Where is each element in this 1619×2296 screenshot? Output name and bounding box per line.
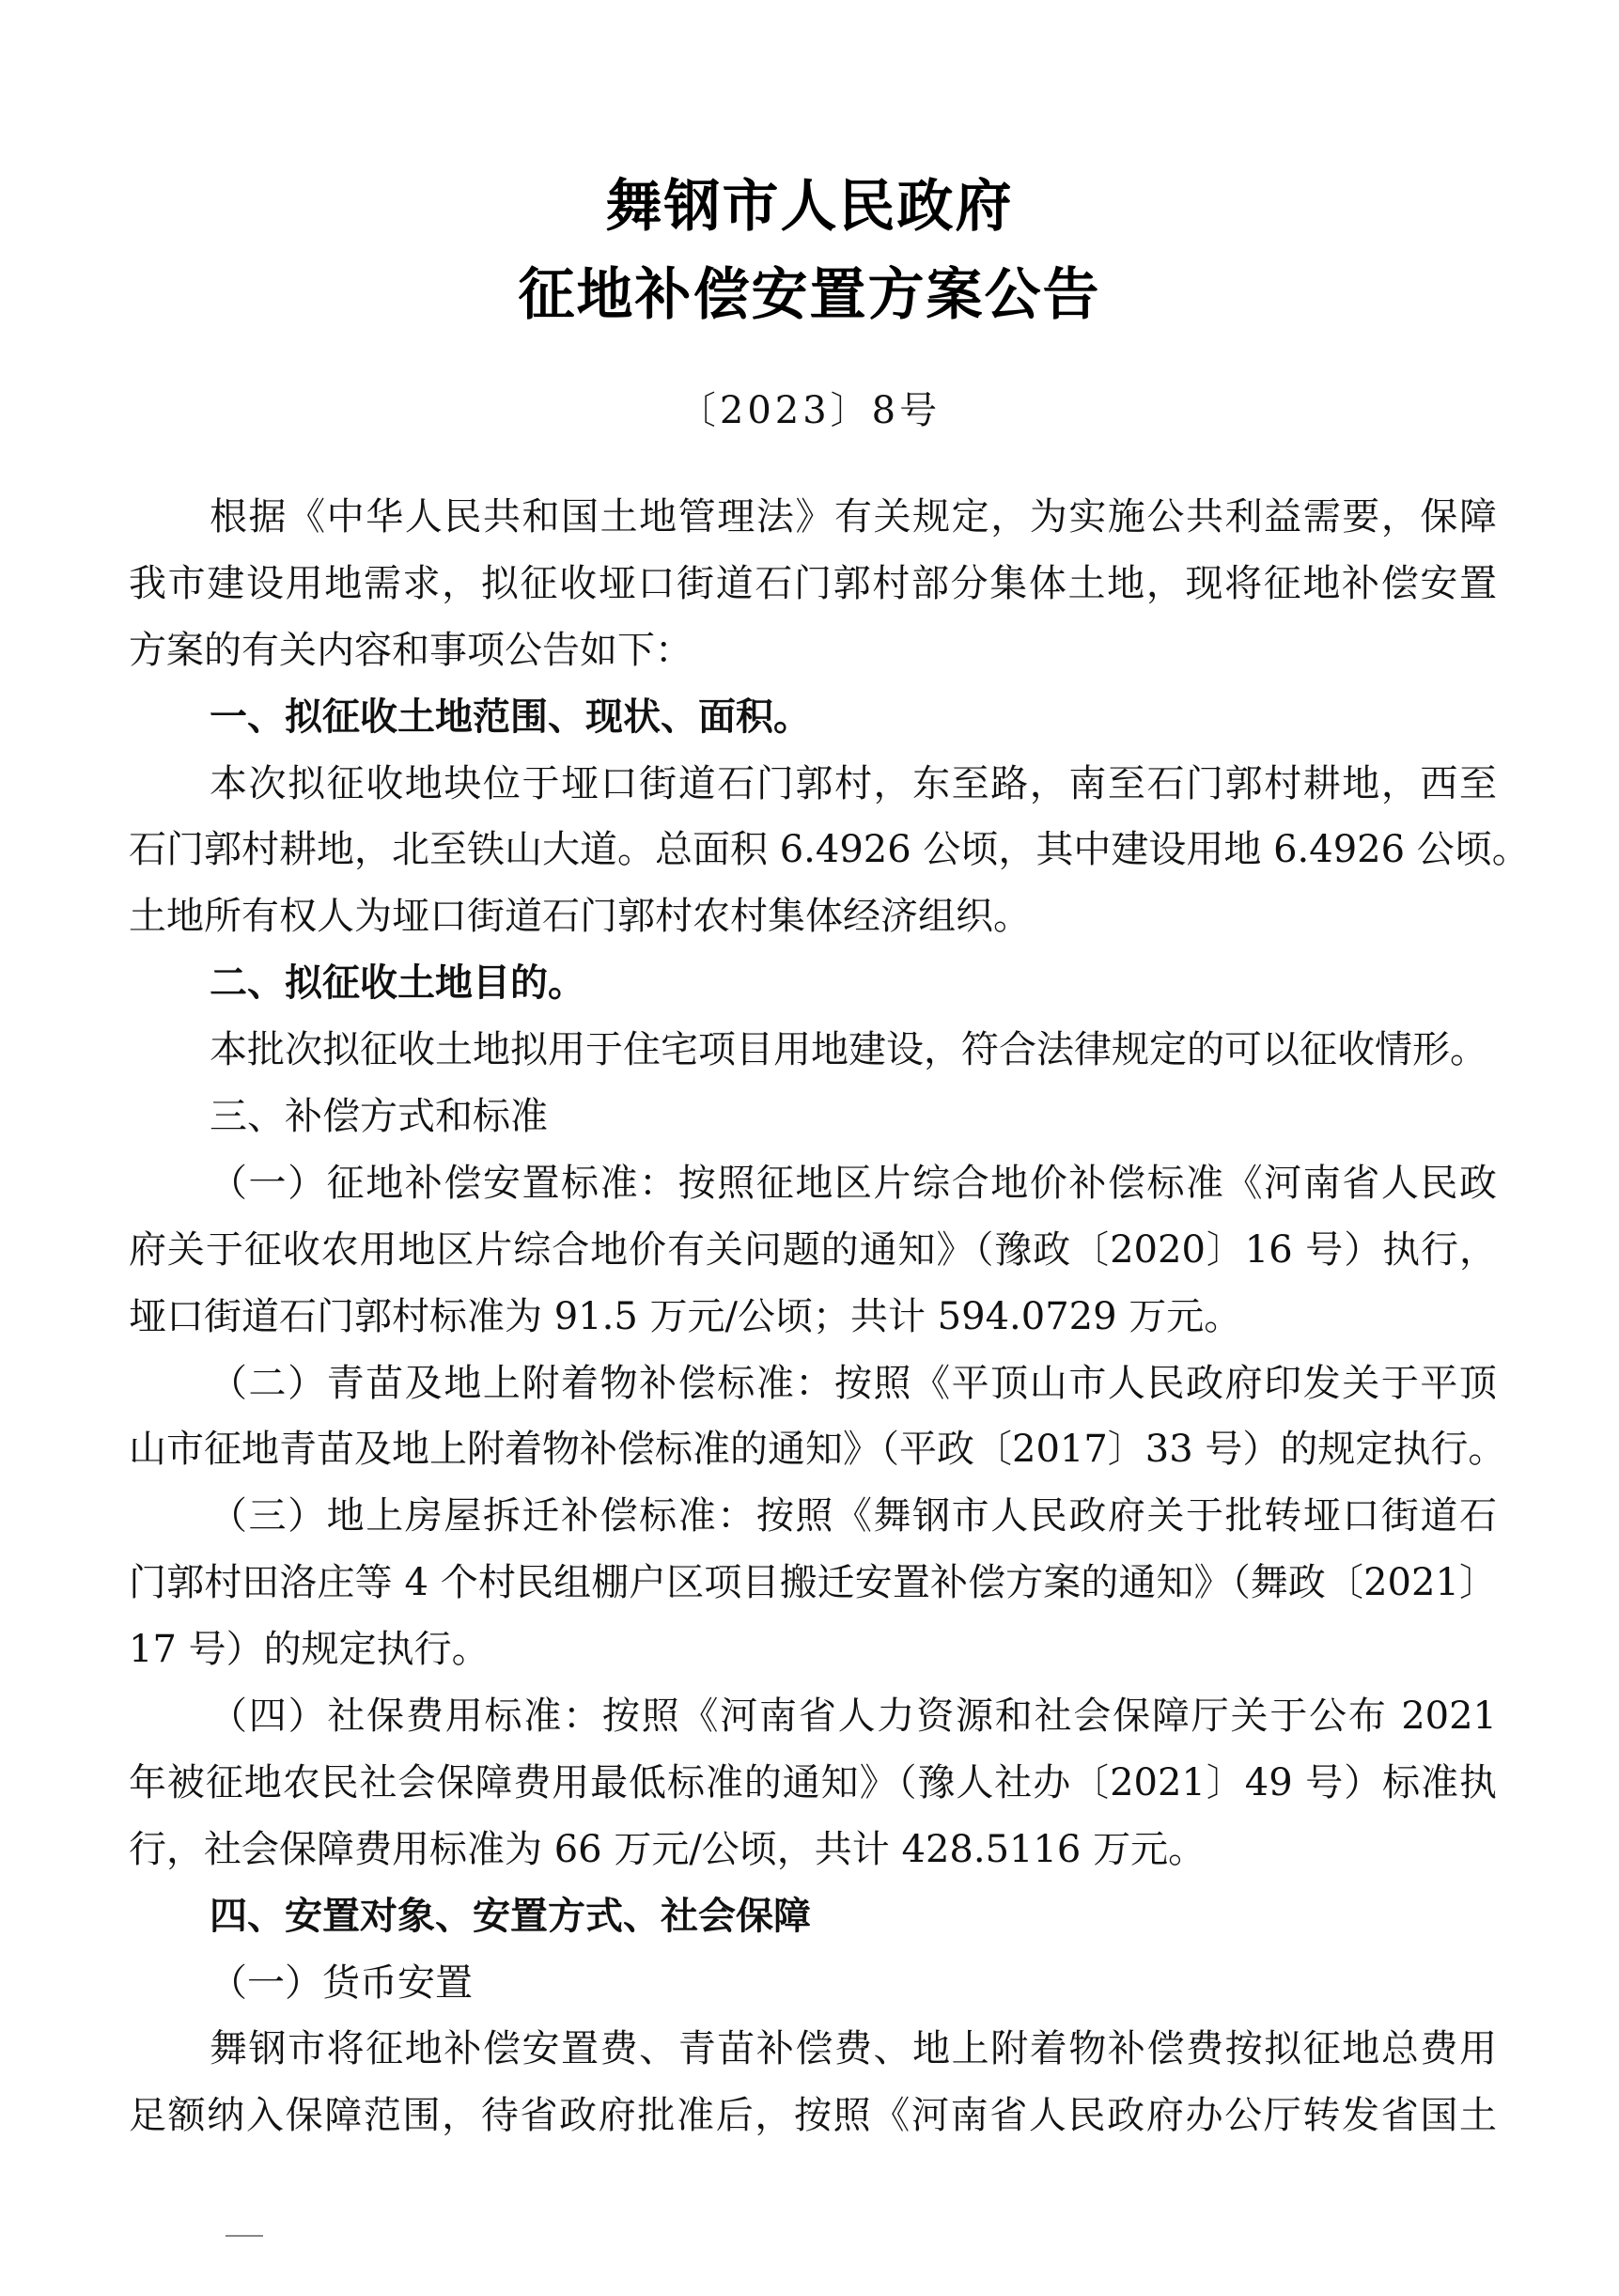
paragraph-line: 府关于征收农用地区片综合地价有关问题的通知》（豫政〔2020〕16 号）执行， [129,1227,1497,1272]
section-heading: 一、拟征收土地范围、现状、面积。 [210,695,811,739]
paragraph-line: 方案的有关内容和事项公告如下： [129,628,693,672]
paragraph-line: 石门郭村耕地，北至铁山大道。总面积 6.4926 公顷，其中建设用地 6.4926 公顷。 [129,828,1530,872]
paragraph-line: （一）征地补偿安置标准：按照征地区片综合地价补偿标准《河南省人民政 [210,1161,1497,1205]
title-line-1: 舞钢市人民政府 [605,174,1014,240]
document-number: 〔2023〕8号 [677,389,942,432]
paragraph-line: 垭口街道石门郭村标准为 91.5 万元/公顷；共计 594.0729 万元。 [129,1294,1242,1338]
paragraph-line: 行，社会保障费用标准为 66 万元/公顷，共计 428.5116 万元。 [129,1827,1206,1871]
paragraph-line: （四）社保费用标准：按照《河南省人力资源和社会保障厅关于公布 2021 [210,1695,1497,1739]
paragraph-line: （二）青苗及地上附着物补偿标准：按照《平顶山市人民政府印发关于平顶 [210,1361,1497,1405]
paragraph-line: 我市建设用地需求，拟征收垭口街道石门郭村部分集体土地，现将征地补偿安置 [129,561,1497,605]
section-heading: 三、补偿方式和标准 [210,1095,548,1139]
document-body [129,484,1530,2149]
scan-mark [226,2235,263,2237]
paragraph-line: 足额纳入保障范围，待省政府批准后，按照《河南省人民政府办公厅转发省国土 [129,2094,1497,2138]
paragraph-line: 山市征地青苗及地上附着物补偿标准的通知》（平政〔2017〕33 号）的规定执行。 [129,1428,1506,1472]
paragraph-line: 17 号）的规定执行。 [129,1628,490,1672]
paragraph-line: 门郭村田洛庄等 4 个村民组棚户区项目搬迁安置补偿方案的通知》（舞政〔2021〕 [129,1561,1497,1605]
title-line-2: 征地补偿安置方案公告 [518,262,1101,328]
paragraph-line: 土地所有权人为垭口街道石门郭村农村集体经济组织。 [129,895,1031,939]
paragraph-line: 年被征地农民社会保障费用最低标准的通知》（豫人社办〔2021〕49 号）标准执 [129,1760,1497,1804]
paragraph-line: （三）地上房屋拆迁补偿标准：按照《舞钢市人民政府关于批转垭口街道石 [210,1494,1497,1538]
paragraph-line: 本次拟征收地块位于垭口街道石门郭村，东至路，南至石门郭村耕地，西至 [210,761,1497,805]
paragraph-line: 本批次拟征收土地拟用于住宅项目用地建设，符合法律规定的可以征收情形。 [210,1028,1487,1072]
paragraph-line: 根据《中华人民共和国土地管理法》有关规定，为实施公共利益需要，保障 [210,495,1497,539]
section-heading: 二、拟征收土地目的。 [210,961,585,1006]
section-heading: 四、安置对象、安置方式、社会保障 [210,1894,811,1938]
paragraph-line: 舞钢市将征地补偿安置费、青苗补偿费、地上附着物补偿费按拟征地总费用 [210,2027,1497,2071]
section-heading: （一）货币安置 [210,1960,473,2005]
